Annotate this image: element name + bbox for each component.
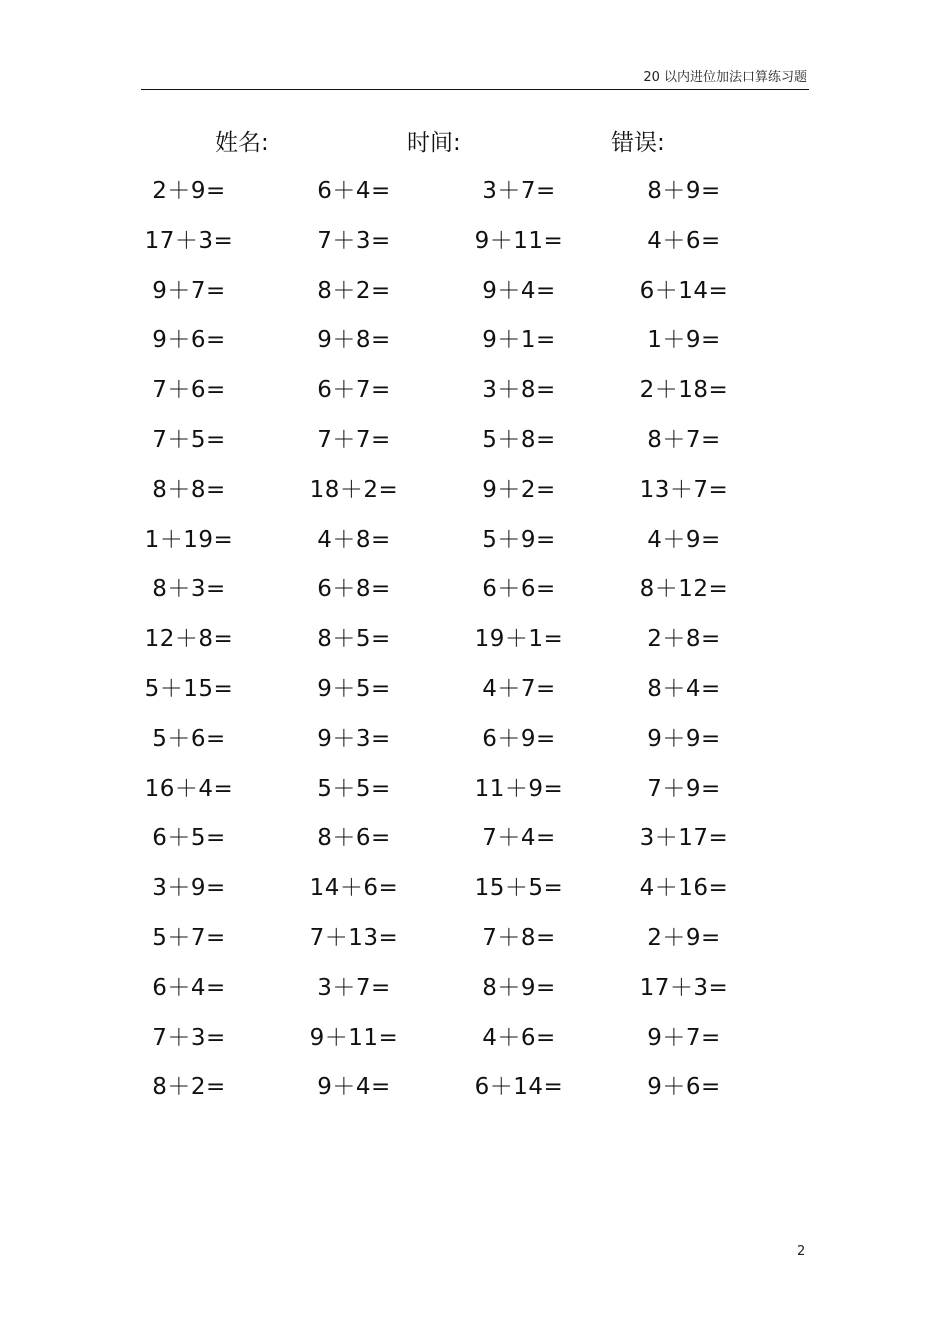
addition-problem: 9＋6= (647, 1074, 721, 1101)
addition-problem: 6＋4= (317, 178, 391, 204)
problem-row (0, 1020, 950, 1070)
addition-problem: 5＋7= (152, 924, 226, 951)
addition-problem: 4＋7= (482, 675, 556, 702)
addition-problem: 2＋9= (152, 178, 226, 204)
addition-problem: 1＋9= (647, 327, 721, 354)
addition-problem: 6＋6= (482, 576, 556, 603)
addition-problem: 9＋4= (317, 1074, 391, 1101)
addition-problem: 8＋12= (639, 576, 729, 603)
addition-problem: 19＋1= (474, 626, 564, 653)
addition-problem: 18＋2= (309, 476, 399, 503)
addition-problem: 11＋9= (474, 775, 564, 802)
addition-problem: 4＋6= (647, 227, 721, 254)
addition-problem: 7＋6= (152, 377, 226, 404)
addition-problem: 9＋11= (474, 227, 564, 254)
problem-row (0, 273, 950, 323)
addition-problem: 9＋11= (309, 1024, 399, 1051)
problem-row (0, 920, 950, 970)
addition-problem: 9＋1= (482, 327, 556, 354)
addition-problem: 7＋3= (152, 1024, 226, 1051)
problem-row (0, 223, 950, 273)
addition-problem: 2＋18= (639, 377, 729, 404)
addition-problem: 6＋8= (317, 576, 391, 603)
addition-problem: 6＋5= (152, 825, 226, 852)
problem-row (0, 1069, 950, 1119)
addition-problem: 9＋5= (317, 675, 391, 702)
addition-problem: 4＋16= (639, 875, 729, 902)
problem-grid (0, 173, 950, 1123)
addition-problem: 6＋14= (474, 1074, 564, 1101)
addition-problem: 2＋8= (647, 626, 721, 653)
problem-row (0, 671, 950, 721)
addition-problem: 2＋9= (647, 924, 721, 951)
problem-row (0, 173, 950, 223)
addition-problem: 9＋8= (317, 327, 391, 354)
errors-label: 错误: (611, 130, 665, 156)
addition-problem: 8＋8= (152, 476, 226, 503)
addition-problem: 3＋8= (482, 377, 556, 404)
addition-problem: 6＋14= (639, 277, 729, 304)
time-label: 时间: (407, 130, 461, 156)
addition-problem: 13＋7= (639, 476, 729, 503)
problem-row (0, 571, 950, 621)
addition-problem: 5＋15= (144, 675, 234, 702)
addition-problem: 15＋5= (474, 875, 564, 902)
addition-problem: 9＋7= (152, 277, 226, 304)
addition-problem: 5＋9= (482, 526, 556, 553)
header-divider (141, 89, 809, 90)
problem-row (0, 820, 950, 870)
addition-problem: 9＋6= (152, 327, 226, 354)
addition-problem: 17＋3= (144, 227, 234, 254)
addition-problem: 8＋2= (152, 1074, 226, 1101)
addition-problem: 1＋19= (144, 526, 234, 553)
addition-problem: 3＋9= (152, 875, 226, 902)
addition-problem: 12＋8= (144, 626, 234, 653)
header-title: 20 以内进位加法口算练习题 (643, 70, 807, 85)
addition-problem: 17＋3= (639, 974, 729, 1001)
addition-problem: 6＋4= (152, 974, 226, 1001)
problem-row (0, 522, 950, 572)
addition-problem: 8＋4= (647, 675, 721, 702)
name-label: 姓名: (215, 130, 269, 156)
problem-row (0, 472, 950, 522)
addition-problem: 4＋8= (317, 526, 391, 553)
addition-problem: 8＋9= (647, 178, 721, 204)
page-number: 2 (797, 1244, 806, 1259)
addition-problem: 4＋9= (647, 526, 721, 553)
addition-problem: 5＋6= (152, 725, 226, 752)
addition-problem: 8＋2= (317, 277, 391, 304)
addition-problem: 7＋8= (482, 924, 556, 951)
addition-problem: 7＋9= (647, 775, 721, 802)
addition-problem: 6＋7= (317, 377, 391, 404)
addition-problem: 7＋3= (317, 227, 391, 254)
addition-problem: 6＋9= (482, 725, 556, 752)
addition-problem: 8＋5= (317, 626, 391, 653)
addition-problem: 9＋2= (482, 476, 556, 503)
problem-row (0, 721, 950, 771)
problem-row (0, 970, 950, 1020)
addition-problem: 3＋7= (317, 974, 391, 1001)
problem-row (0, 422, 950, 472)
addition-problem: 9＋4= (482, 277, 556, 304)
addition-problem: 8＋3= (152, 576, 226, 603)
problem-row (0, 870, 950, 920)
addition-problem: 7＋5= (152, 426, 226, 453)
addition-problem: 7＋7= (317, 426, 391, 453)
addition-problem: 9＋7= (647, 1024, 721, 1051)
problem-row (0, 372, 950, 422)
addition-problem: 8＋7= (647, 426, 721, 453)
addition-problem: 8＋6= (317, 825, 391, 852)
addition-problem: 16＋4= (144, 775, 234, 802)
addition-problem: 3＋7= (482, 178, 556, 204)
problem-row (0, 771, 950, 821)
addition-problem: 5＋8= (482, 426, 556, 453)
addition-problem: 14＋6= (309, 875, 399, 902)
problem-row (0, 621, 950, 671)
addition-problem: 8＋9= (482, 974, 556, 1001)
addition-problem: 7＋4= (482, 825, 556, 852)
problem-row (0, 322, 950, 372)
addition-problem: 9＋3= (317, 725, 391, 752)
addition-problem: 3＋17= (639, 825, 729, 852)
addition-problem: 9＋9= (647, 725, 721, 752)
addition-problem: 4＋6= (482, 1024, 556, 1051)
student-info-fields (0, 126, 950, 160)
addition-problem: 7＋13= (309, 924, 399, 951)
addition-problem: 5＋5= (317, 775, 391, 802)
